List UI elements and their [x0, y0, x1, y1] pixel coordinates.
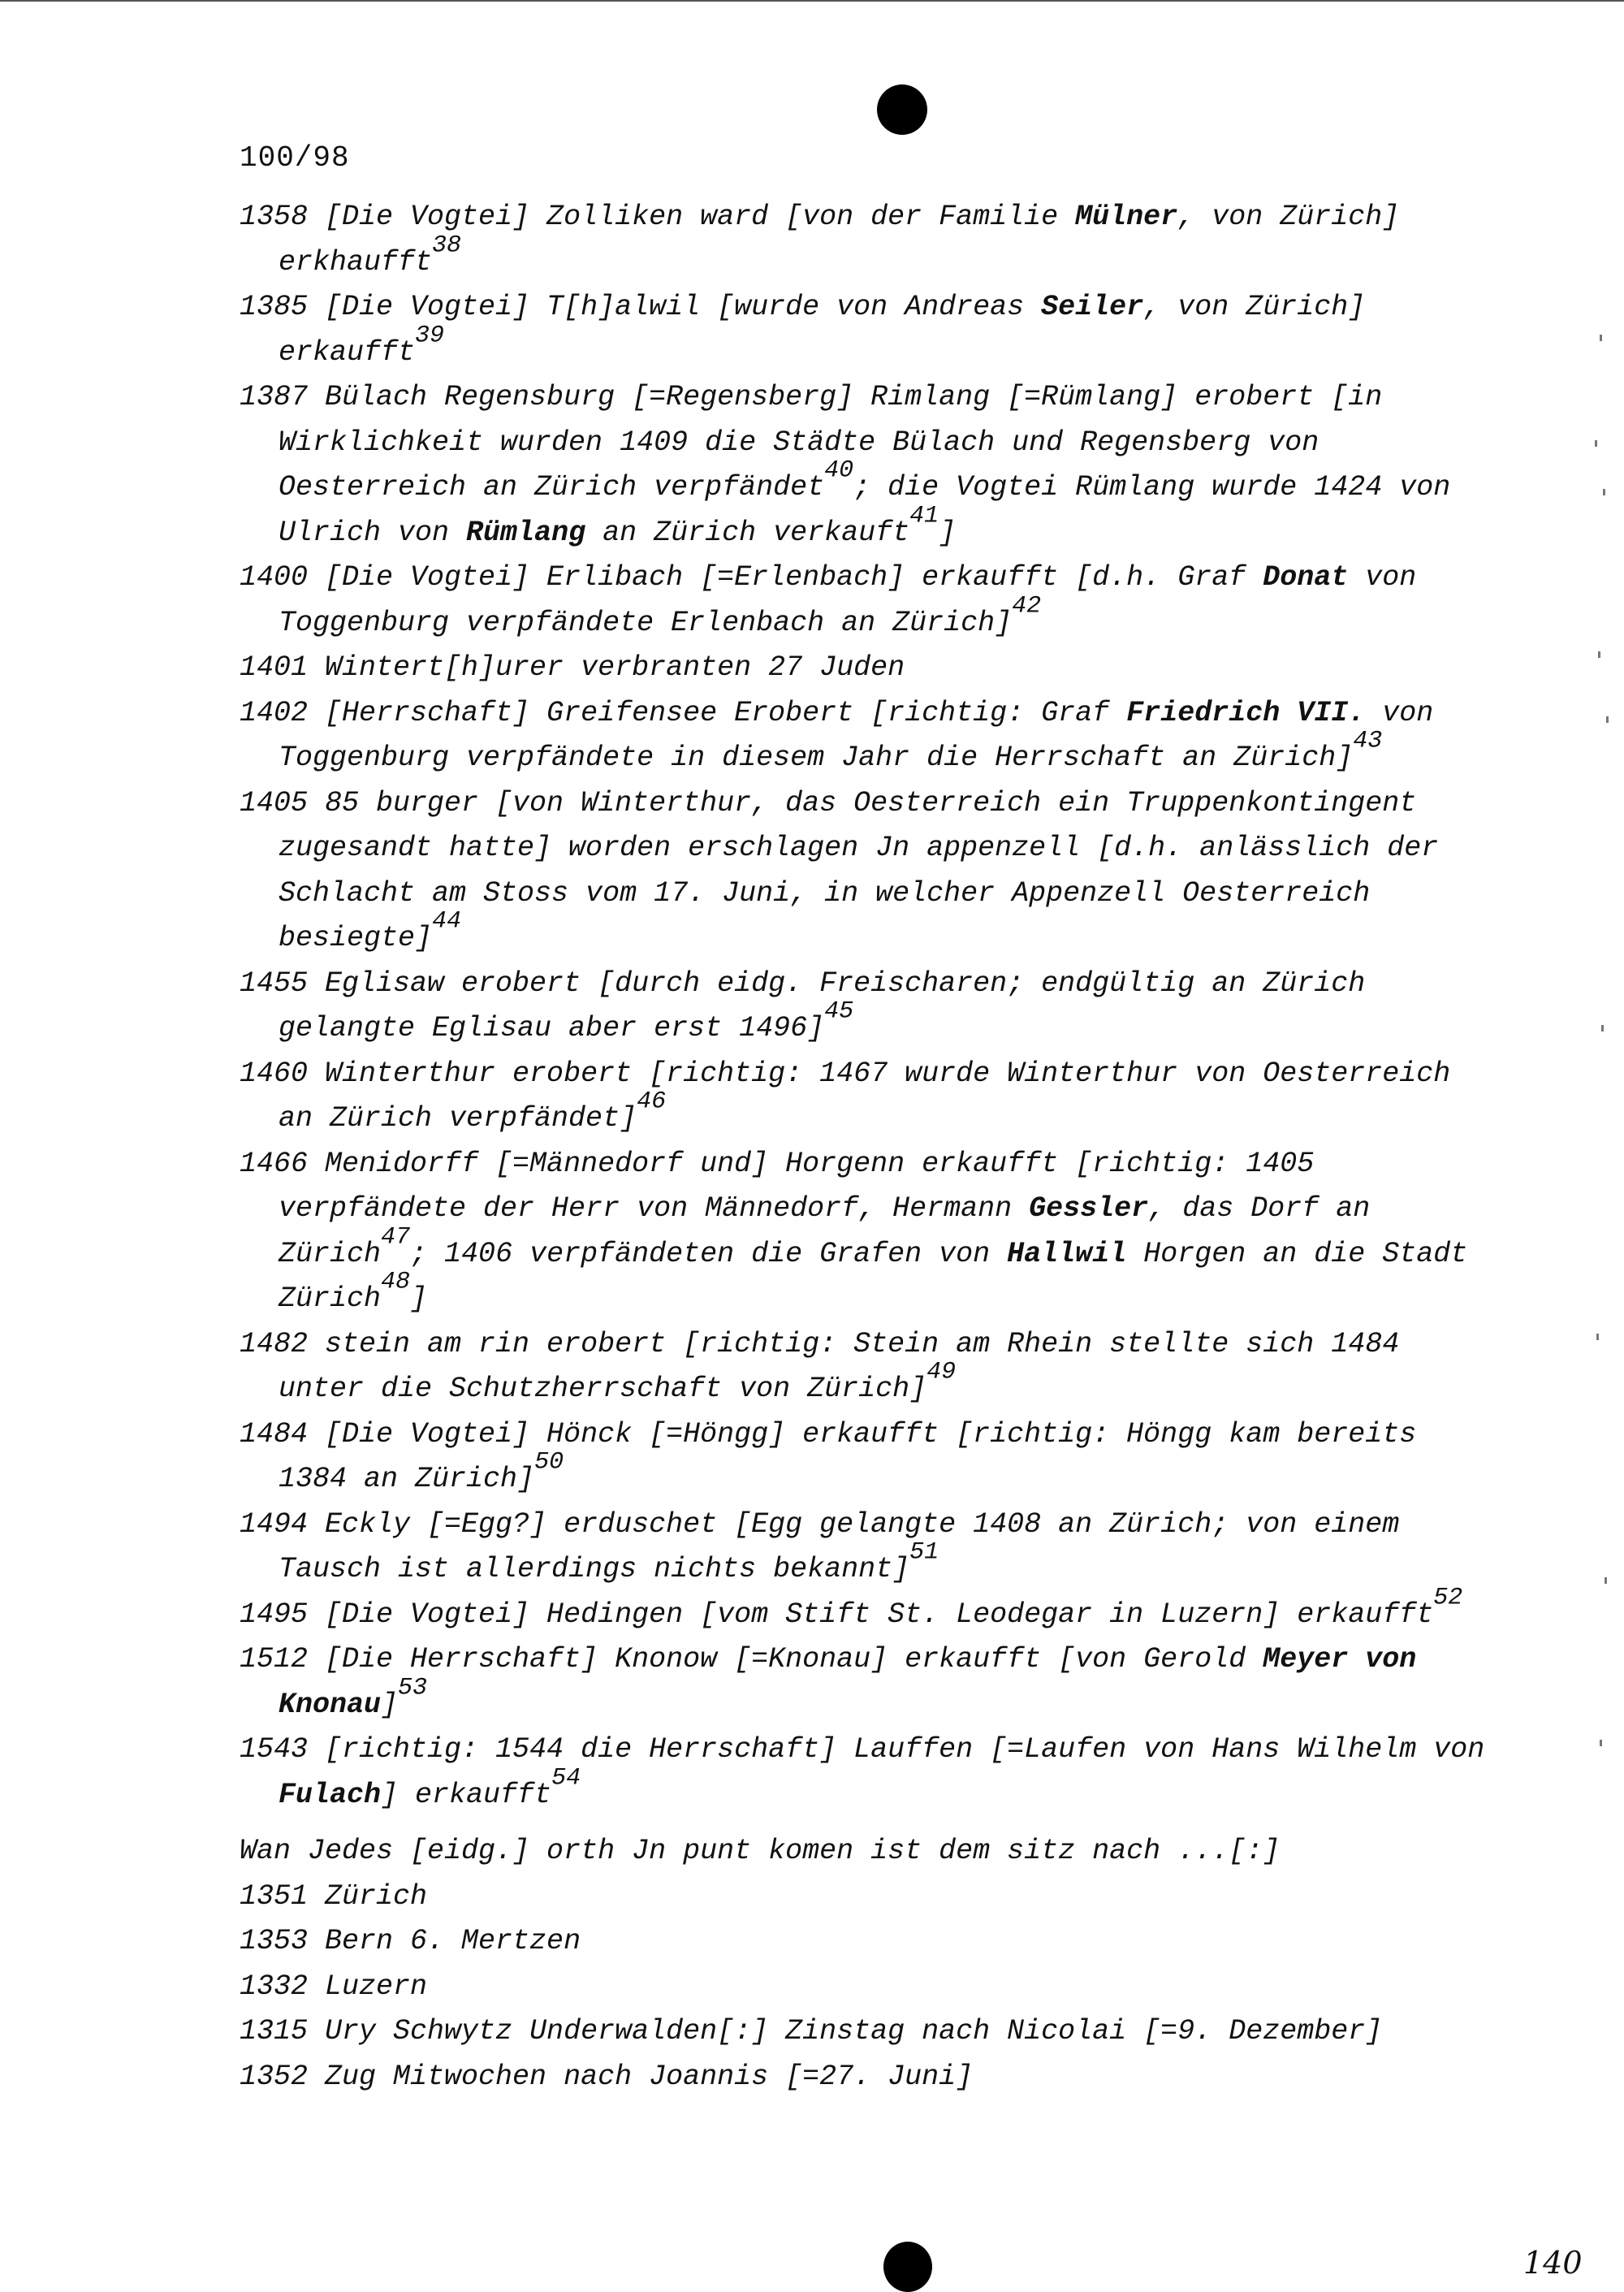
entry-1482: 1482 stein am rin erobert [richtig: Stein am Rhein stellte sich 1484 unter die Schutzherrschaft von Zürich]$^{49}$	[240, 1327, 1400, 1405]
footnote-ref: 41	[909, 502, 939, 530]
footnote-ref: 42	[1012, 592, 1042, 620]
entry-1387: 1387 Bülach Regensburg [=Regensberg] Rimlang [=Rümlang] erobert [in Wirklichkeit wurden 1409 die Städte Bülach und Regensberg von Oesterreich an Zürich verpfändet$^{40}$; die Vogtei Rümlang wurde 1424 von Ulrich von Rümlang an Zürich verkauft$^{41}$]	[240, 381, 1451, 549]
footnote-ref: 47	[381, 1223, 411, 1251]
list-item: 1332 Luzern	[240, 1970, 428, 2003]
entry-1495: 1495 [Die Vogtei] Hedingen [vom Stift St. Leodegar in Luzern] erkaufft$^{52}$	[240, 1584, 1463, 1631]
entry-1358: 1358 [Die Vogtei] Zolliken ward [von der Familie Mülner, von Zürich] erkhaufft$^{38}$	[240, 201, 1400, 279]
footnote-ref: 51	[909, 1538, 939, 1567]
entry-1543: 1543 [richtig: 1544 die Herrschaft] Lauffen [=Laufen von Hans Wilhelm von Fulach] erkaufft$^{54}$	[240, 1733, 1485, 1811]
footnote-ref: 46	[637, 1088, 667, 1116]
list-item: 1352 Zug Mitwochen nach Joannis [=27. Juni]	[240, 2060, 974, 2093]
entry-1484: 1484 [Die Vogtei] Hönck [=Höngg] erkaufft [richtig: Höngg kam bereits 1384 an Zürich]$^{50}$	[240, 1417, 1417, 1495]
entry-1466: 1466 Menidorff [=Männedorf und] Horgenn erkaufft [richtig: 1405 verpfändete der Herr von Männedorf, Hermann Gessler, das Dorf an Zürich$^{47}$; 1406 verpfändeten die Grafen von Hallwil Horgen an die Stadt Zürich$^{48}$]	[240, 1147, 1468, 1315]
entry-1400: 1400 [Die Vogtei] Erlibach [=Erlenbach] erkaufft [d.h. Graf Donat von Toggenburg verpfändete Erlenbach an Zürich]$^{42}$	[240, 561, 1417, 639]
footnote-ref: 54	[551, 1764, 581, 1792]
footnote-ref: 49	[926, 1358, 957, 1386]
footnote-ref: 48	[381, 1268, 411, 1296]
punch-hole-top	[877, 84, 927, 135]
footnote-ref: 38	[432, 231, 462, 259]
chronicle-text	[240, 195, 1490, 2100]
entry-1401: 1401 Wintert[h]urer verbranten 27 Juden	[240, 651, 905, 684]
list-item: 1353 Bern 6. Mertzen	[240, 1925, 581, 1957]
footnote-ref: 45	[824, 997, 854, 1026]
footnote-ref: 44	[432, 907, 462, 936]
footnote-ref: 39	[415, 322, 445, 349]
entry-1405: 1405 85 burger [von Winterthur, das Oesterreich ein Truppenkontingent zugesandt hatte] worden erschlagen Jn appenzell [d.h. anlässlich der Schlacht am Stoss vom 17. Juni, in welcher Appenzell Oesterreich besiegte]$^{44}$	[240, 786, 1439, 954]
document-reference: 100/98	[240, 141, 350, 175]
footnote-ref: 40	[824, 456, 854, 485]
scan-margin-marks	[1592, 310, 1616, 1853]
list-item: 1351 Zürich	[240, 1879, 428, 1913]
punch-hole-bottom	[883, 2242, 932, 2292]
entry-1494: 1494 Eckly [=Egg?] erduschet [Egg gelangte 1408 an Zürich; von einem Tausch ist allerdings nichts bekannt]$^{51}$	[240, 1507, 1400, 1585]
entry-1455: 1455 Eglisaw erobert [durch eidg. Freischaren; endgültig an Zürich gelangte Eglisau aber erst 1496]$^{45}$	[240, 967, 1366, 1044]
footnote-ref: 43	[1353, 727, 1383, 755]
folio-number: 140	[1523, 2245, 1583, 2281]
entry-1402: 1402 [Herrschaft] Greifensee Erobert [richtig: Graf Friedrich VII. von Toggenburg verpfändete in diesem Jahr die Herrschaft an Zürich]$^{43}$	[240, 696, 1434, 774]
footnote-ref: 50	[534, 1448, 564, 1477]
entry-1460: 1460 Winterthur erobert [richtig: 1467 wurde Winterthur von Oesterreich an Zürich verpfändet]$^{46}$	[240, 1057, 1451, 1135]
footnote-ref: 53	[398, 1674, 428, 1702]
list-item: 1315 Ury Schwytz Underwalden[:] Zinstag nach Nicolai [=9. Dezember]	[240, 2015, 1383, 2048]
list-intro: Wan Jedes [eidg.] orth Jn punt komen ist dem sitz nach ...[:]	[240, 1835, 1281, 1867]
entry-1385: 1385 [Die Vogtei] T[h]alwil [wurde von Andreas Seiler, von Zürich] erkaufft$^{39}$	[240, 291, 1366, 369]
entry-1512: 1512 [Die Herrschaft] Knonow [=Knonau] erkaufft [von Gerold Meyer von Knonau]$^{53}$	[240, 1643, 1417, 1721]
footnote-ref: 52	[1433, 1584, 1463, 1611]
